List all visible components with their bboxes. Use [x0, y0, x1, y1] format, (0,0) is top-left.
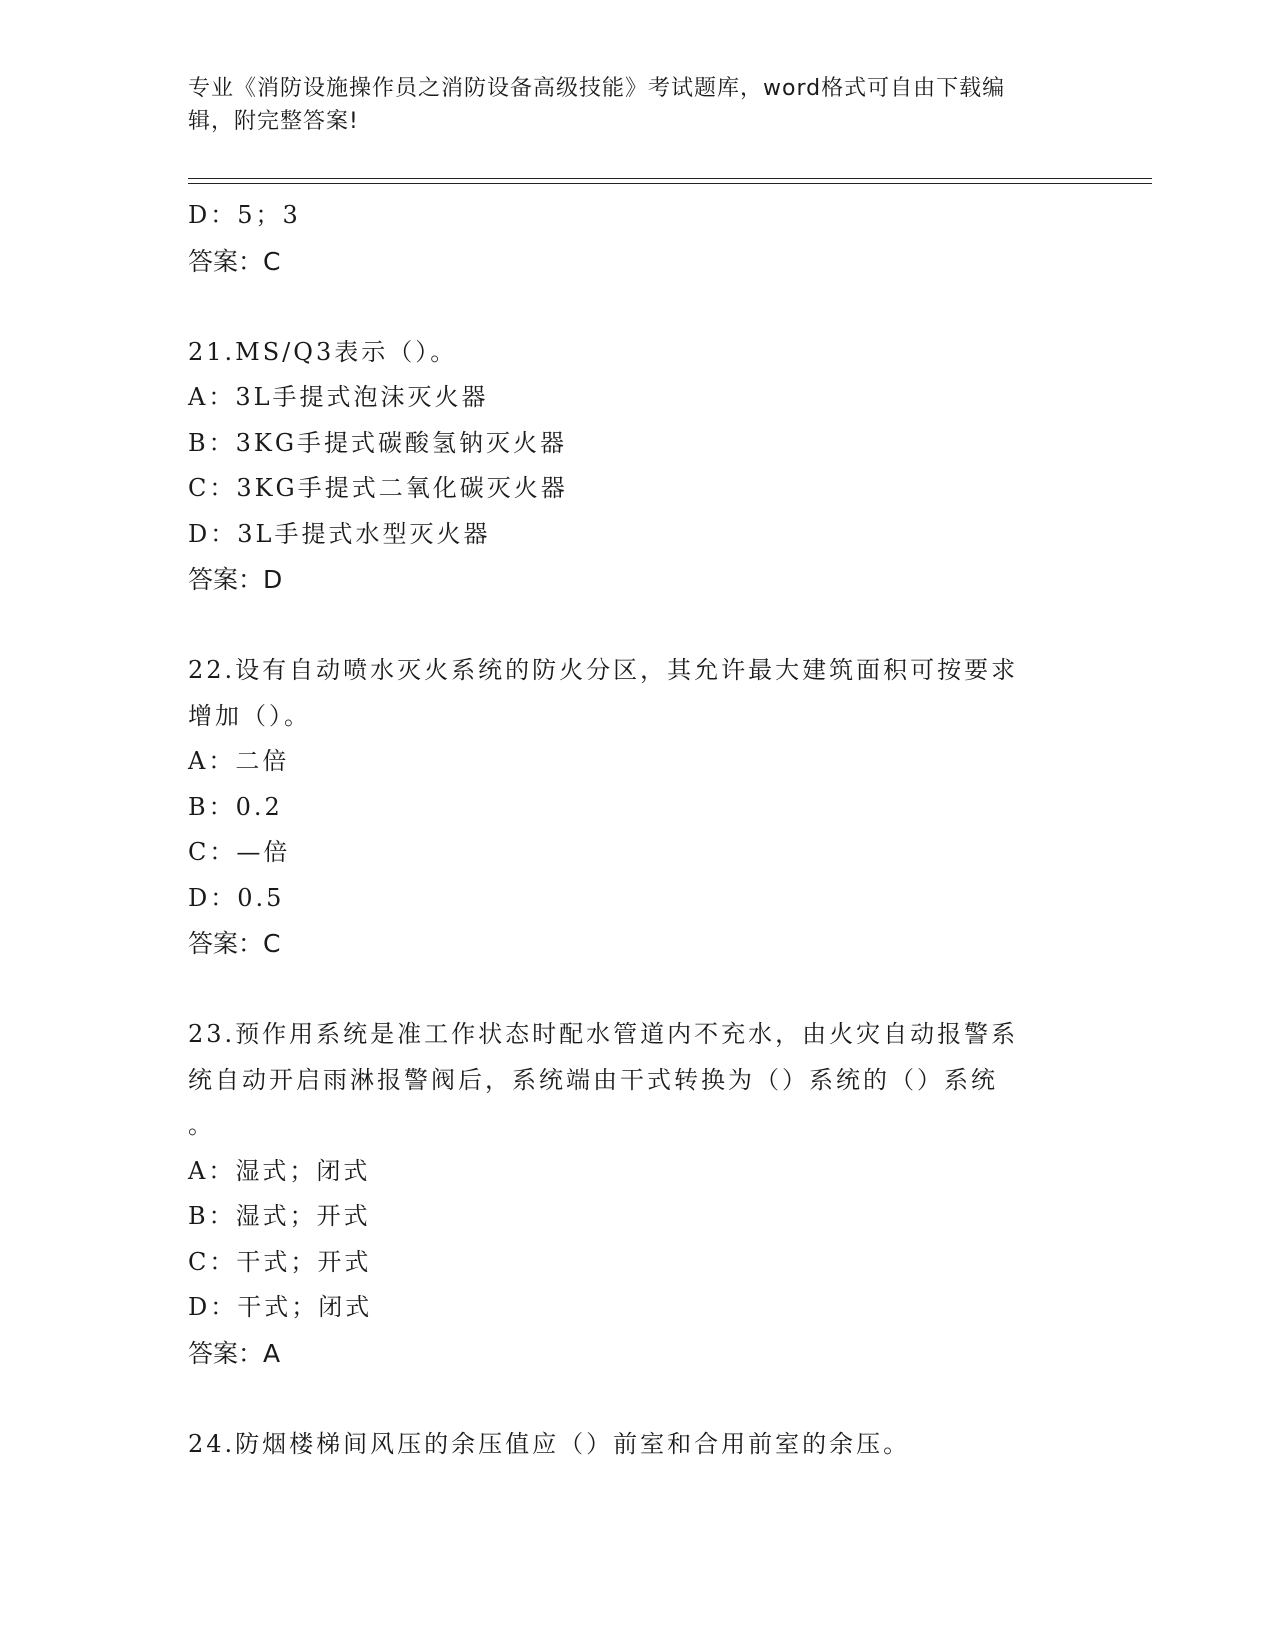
option-c: C：干式；开式	[188, 1247, 372, 1276]
question-stem-line: 增加（）。	[188, 701, 311, 730]
answer: 答案：C	[188, 929, 281, 958]
question-stem-line: 23.预作用系统是准工作状态时配水管道内不充水，由火灾自动报警系	[188, 1020, 1019, 1048]
prev-answer: 答案：C	[188, 246, 281, 276]
header-line-2: 辑，附完整答案!	[188, 109, 359, 134]
option-d: D：干式；闭式	[188, 1293, 373, 1321]
question-content	[188, 193, 1088, 1467]
answer: 答案：D	[188, 565, 283, 594]
option-a: A：二倍	[188, 747, 290, 775]
question-21	[188, 330, 1088, 603]
prev-option-d: D：5；3	[188, 201, 301, 229]
option-c: C：—倍	[188, 838, 291, 866]
question-24	[188, 1422, 1088, 1468]
option-d: D：3L手提式水型灭火器	[188, 519, 491, 548]
spacer	[188, 284, 1088, 330]
header-line-1: 专业《消防设施操作员之消防设备高级技能》考试题库，word格式可自由下载编	[188, 76, 1006, 101]
question-stem-line: 22.设有自动喷水灭火系统的防火分区，其允许最大建筑面积可按要求	[188, 656, 1019, 684]
answer: 答案：A	[188, 1338, 281, 1368]
option-b: B：0.2	[188, 792, 283, 821]
spacer	[188, 1376, 1088, 1422]
header-rule-bottom	[188, 183, 1152, 184]
option-b: B：3KG手提式碳酸氢钠灭火器	[188, 428, 568, 457]
option-c: C：3KG手提式二氧化碳灭火器	[188, 474, 568, 502]
question-stem-line: 。	[188, 1111, 215, 1139]
question-stem-line: 21.MS/Q3表示（）。	[188, 337, 458, 366]
header-rule-top	[188, 178, 1152, 179]
option-a: A：3L手提式泡沫灭火器	[188, 383, 489, 411]
option-a: A：湿式；闭式	[188, 1156, 371, 1185]
question-stem-line: 统自动开启雨淋报警阀后，系统端由干式转换为（）系统的（）系统	[188, 1065, 998, 1094]
option-b: B：湿式；开式	[188, 1202, 371, 1230]
spacer	[188, 603, 1088, 649]
question-23	[188, 1012, 1088, 1376]
question-22	[188, 648, 1088, 967]
document-header	[188, 72, 1068, 138]
spacer	[188, 967, 1088, 1013]
option-d: D：0.5	[188, 883, 285, 912]
question-stem-line: 24.防烟楼梯间风压的余压值应（）前室和合用前室的余压。	[188, 1429, 911, 1458]
